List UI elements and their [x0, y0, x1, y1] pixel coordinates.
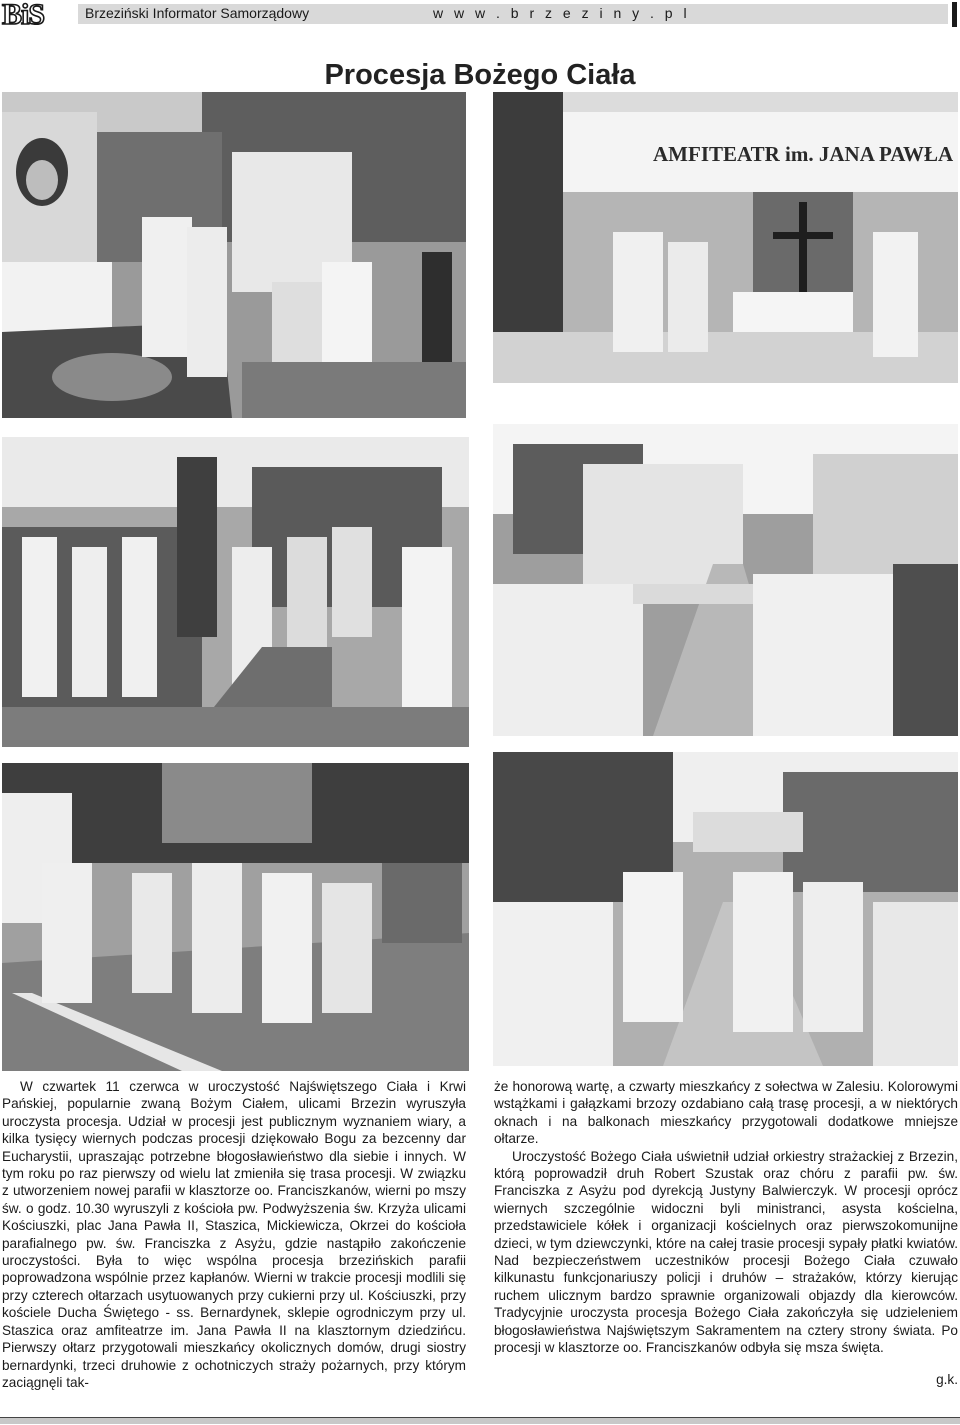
photo-communion-girls — [493, 424, 958, 736]
photo-altar-priests — [2, 92, 466, 418]
photo-procession-women — [2, 763, 469, 1071]
logo-text: BiS — [2, 0, 45, 31]
page-marker — [952, 2, 957, 27]
footer-rule — [0, 1417, 960, 1424]
article-column-right — [494, 1078, 958, 1388]
photo-amphitheatre-altar — [493, 92, 958, 383]
logo — [2, 1, 78, 29]
masthead — [0, 0, 960, 30]
author-signature: g.k. — [936, 1371, 958, 1387]
photo-firefighters-altar — [2, 437, 469, 747]
amphitheatre-sign: AMFITEATR im. JANA PAWŁA — [653, 142, 954, 166]
website-url[interactable]: w w w . b r z e z i n y . p l — [433, 5, 691, 21]
article-paragraph: Uroczystość Bożego Ciała uświetnił udział orkiestry strażackiej z Brzezin, którą poprowadził druh Robert Szustak oraz chóru z parafii pw. św. Franciszka z Asyżu pod dyrekcją Justyny Balwierczyk. W procesji oprócz wiernych szczególnie widoczni byli ministranci, asysta kościelna, przedstawiciele kółek i organizacji kościelnych oraz pierwszokomunijne dzieci, w tym dziewczynki, które na całej trasie procesji sypały płatki kwiatów. Nad bezpieczeństwem uczestników procesji Bożego Ciała czuwało kilkunastu funkcjonariuszy policji i druhów – strażaków, którzy kierując ruchem ulicznym bardzo sprawnie organizowali objazdy dla kierowców. Tradycyjnie uroczysta procesja Bożego Ciała zakończyła się udzieleniem błogosławieństwa Najświętszym Sakramentem na cztery strony świata. Po procesji w klasztorze oo. Franciszkanów odbyła się msza święta. — [494, 1148, 958, 1356]
article-paragraph: że honorową wartę, a czwarty mieszkańcy z sołectwa w Zalesiu. Kolorowymi wstążkami i gałązkami brzozy ozdabiano całą trasę procesji, a w niektórych oknach i na balkonach mieszkańcy przygotowali dodatkowe mniejsze ołtarze. — [494, 1079, 958, 1147]
photo-altar-servers-children — [493, 752, 958, 1066]
article-paragraph: W czwartek 11 czerwca w uroczystość Najświętszego Ciała i Krwi Pańskiej, popularnie zwaną Bożym Ciałem, ulicami Brzezin wyruszyła uroczysta procesja. Udział w procesji jest publicznym wyznaniem wiary, a kilka tysięcy wiernych podczas procesji dziękowało Bogu za bezcenny dar Eucharystii, upraszając potrzebne błogosławieństwo dla siebie i innych. W tym roku po raz pierwszy od wielu lat zmieniła się trasa procesji. W związku z utworzeniem nowej parafii w klasztorze oo. Franciszkanów, wierni po mszy św. o godz. 10.30 wyruszyli z kościoła pw. Podwyższenia św. Krzyża ulicami Kościuszki, plac Jana Pawła II, Staszica, Mickiewicza, Okrzei do kościoła parafialnego pw. św. Franciszka z Asyżu, gdzie nastąpiło zakończenie uroczystości. Była to więc wspólna procesja brzezińskich parafii poprowadzona wspólnie przez kapłanów. Wierni w trakcie procesji modlili się przy czterech ołtarzach usytuowanych przy cukierni przy ul. Kościuszki, przy kościele Ducha Świętego - ss. Bernardynek, sklepie ogrodniczym przy ul. Staszica oraz amfiteatrze im. Jana Pawła II na klasztornym dziedzińcu. Pierwszy ołtarz przygotowali mieszkańcy okolicznych domów, drugi siostry bernardynki, trzeci druhowie z ochotniczych straży pożarnych, przy którym zaciągnęli tak- — [2, 1079, 466, 1390]
publication-name: Brzeziński Informator Samorządowy — [85, 5, 310, 21]
article-column-left — [2, 1078, 466, 1391]
article-title: Procesja Bożego Ciała — [324, 59, 636, 92]
